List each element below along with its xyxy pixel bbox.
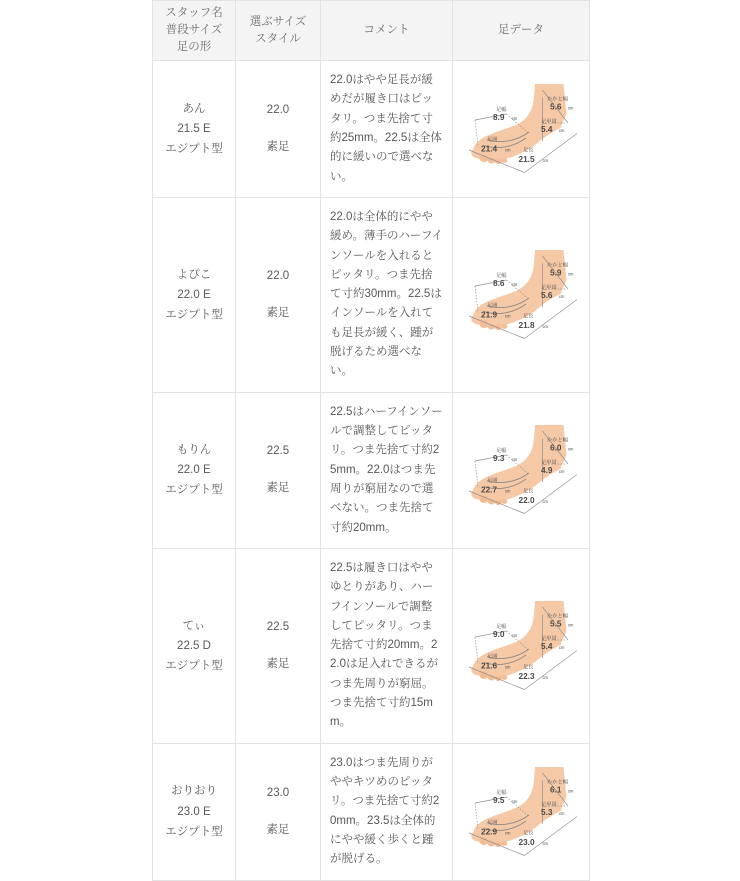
heel-width-value: 5.5 [549,619,561,629]
heel-width-unit: cm [567,105,573,111]
staff-cell [153,197,236,392]
foot-diagram [454,764,589,860]
instep-label: 足甲周 [540,801,557,808]
foot-width-value: 8.6 [492,278,504,288]
foot-diagram [454,247,589,343]
heel-width-label: かかと幅 [546,96,568,103]
length-value: 21.8 [518,320,535,330]
length-unit: cm [542,840,548,846]
chosen-size-style: 素足 [266,140,290,153]
foot-data-cell [453,197,590,392]
comment-cell: 22.0は全体的にやや緩め。薄手のハーフインソールを入れるとピッタリ。つま先捨て寸約30mm。22.5はインソールを入れても足長が緩く、踵が脱げるため選べない。 [321,197,453,392]
length-label: 足長 [522,147,533,154]
instep-value: 5.4 [540,124,552,134]
chosen-size-value: 22.5 [266,620,290,633]
table-row [153,548,590,743]
girth-label: 足囲 [486,819,497,826]
foot-width-unit: cm [511,457,517,463]
staff-foot-shape: エジプト型 [165,143,223,155]
foot-width-unit: cm [511,281,517,287]
table-row [153,392,590,548]
staff-foot-shape: エジプト型 [165,825,223,838]
column-header-staff-line-2: 普段サイズ [165,24,223,37]
foot-diagram [454,598,589,694]
staff-cell [153,392,236,548]
girth-label: 足囲 [486,478,497,485]
foot-width-label: 足幅 [495,448,506,455]
heel-width-value: 5.6 [549,102,561,112]
heel-width-label: かかと幅 [546,779,568,786]
heel-width-unit: cm [567,271,573,277]
instep-label: 足甲周 [540,460,557,467]
instep-label: 足甲周 [540,635,557,642]
foot-data-cell [453,392,590,548]
column-header-foot-data [453,1,590,61]
column-header-foot-data-line-1: 足データ [498,24,544,37]
table-row [153,743,590,880]
comment-cell: 22.5は履き口はややゆとりがあり、ハーフインソールで調整してピッタリ。つま先捨て寸約20mm。22.0は足入れできるがつま先周りが窮屈。つま先捨て寸約15mm。 [321,548,453,743]
staff-name: よぴこ [176,268,212,281]
staff-usual-size: 22.0 E [177,288,211,301]
staff-cell [153,61,236,198]
length-value: 21.5 [518,154,535,164]
length-unit: cm [542,674,548,680]
foot-illustration-icon [454,81,589,177]
column-header-comment-line-1: コメント [363,24,410,37]
heel-width-unit: cm [567,788,573,794]
instep-value: 5.6 [540,290,552,300]
foot-illustration-icon [454,247,589,343]
girth-value: 21.6 [480,661,497,671]
girth-unit: cm [504,147,510,153]
foot-width-value: 9.0 [492,629,504,639]
instep-unit: cm [558,293,564,299]
girth-value: 21.9 [480,310,497,320]
chosen-size-cell [236,61,321,198]
chosen-size-value: 23.0 [266,786,290,799]
chosen-size-cell [236,743,321,880]
heel-width-unit: cm [567,446,573,452]
staff-foot-shape: エジプト型 [165,659,223,672]
girth-value: 21.4 [480,144,497,154]
instep-value: 4.9 [540,466,552,476]
table-header [153,1,590,61]
chosen-size-cell [236,548,321,743]
girth-unit: cm [504,664,510,670]
staff-foot-shape: エジプト型 [165,484,223,497]
chosen-size-cell [236,392,321,548]
instep-value: 5.3 [540,807,552,817]
length-value: 22.3 [518,671,535,681]
girth-label: 足囲 [486,302,497,309]
column-header-comment [321,1,453,61]
chosen-size-style: 素足 [266,482,290,495]
foot-data-cell [453,743,590,880]
chosen-size-value: 22.0 [266,269,290,282]
foot-diagram [454,422,589,518]
staff-name: てぃ [182,619,206,632]
staff-usual-size: 23.0 E [177,805,211,818]
chosen-size-value: 22.0 [266,103,290,116]
length-value: 23.0 [518,837,535,847]
foot-data-cell [453,548,590,743]
table-row [153,61,590,198]
staff-name: あん [182,102,206,115]
chosen-size-style: 素足 [266,657,290,670]
staff-usual-size: 22.0 E [177,464,211,477]
foot-width-unit: cm [511,115,517,121]
instep-unit: cm [558,810,564,816]
table-body [153,61,590,881]
foot-data-cell [453,61,590,198]
foot-width-label: 足幅 [495,623,506,630]
length-label: 足長 [522,488,533,495]
foot-width-label: 足幅 [495,789,506,796]
table-header-row [153,1,590,61]
heel-width-value: 5.9 [549,268,561,278]
foot-width-label: 足幅 [495,106,506,113]
chosen-size-value: 22.5 [266,445,290,458]
chosen-size-cell [236,197,321,392]
foot-width-value: 8.9 [492,112,504,122]
staff-usual-size: 21.5 E [177,122,211,135]
girth-unit: cm [504,313,510,319]
foot-illustration-icon [454,598,589,694]
instep-unit: cm [558,469,564,475]
foot-illustration-icon [454,764,589,860]
length-value: 22.0 [518,496,535,506]
foot-width-unit: cm [511,798,517,804]
length-label: 足長 [522,830,533,837]
heel-width-label: かかと幅 [546,262,568,269]
length-label: 足長 [522,664,533,671]
girth-unit: cm [504,830,510,836]
length-unit: cm [542,499,548,505]
staff-name: おりおり [171,785,217,798]
column-header-staff [153,1,236,61]
girth-label: 足囲 [486,653,497,660]
foot-illustration-icon [454,422,589,518]
heel-width-value: 6.0 [549,443,561,453]
column-header-size-line-2: スタイル [255,32,301,45]
staff-fit-table [152,0,590,881]
instep-unit: cm [558,644,564,650]
girth-value: 22.9 [480,827,497,837]
staff-cell [153,548,236,743]
staff-foot-shape: エジプト型 [165,308,223,321]
heel-width-label: かかと幅 [546,437,568,444]
girth-unit: cm [504,488,510,494]
instep-unit: cm [558,127,564,133]
chosen-size-style: 素足 [266,823,290,836]
chosen-size-style: 素足 [266,306,290,319]
column-header-size-line-1: 選ぶサイズ [249,15,307,28]
foot-width-value: 9.3 [492,454,504,464]
comment-cell: 23.0はつま先周りがややキツめのピッタリ。つま先捨て寸約20mm。23.5は全体的にやや緩く歩くと踵が脱げる。 [321,743,453,880]
foot-width-label: 足幅 [495,272,506,279]
length-unit: cm [542,323,548,329]
column-header-staff-line-1: スタッフ名 [165,7,223,20]
staff-usual-size: 22.5 D [177,639,211,652]
staff-name: もりん [176,444,212,457]
instep-label: 足甲周 [540,284,557,291]
foot-width-unit: cm [511,632,517,638]
girth-label: 足囲 [486,136,497,143]
instep-value: 5.4 [540,641,552,651]
comment-cell: 22.5はハーフインソールで調整してピッタリ。つま先捨て寸約25mm。22.0はつま先周りが窮屈なので選べない。つま先捨て寸約20mm。 [321,392,453,548]
heel-width-unit: cm [567,622,573,628]
foot-width-value: 9.5 [492,795,504,805]
length-unit: cm [542,157,548,163]
foot-diagram [454,81,589,177]
girth-value: 22.7 [480,485,497,495]
instep-label: 足甲周 [540,118,557,125]
table-row [153,197,590,392]
column-header-size [236,1,321,61]
staff-cell [153,743,236,880]
heel-width-label: かかと幅 [546,613,568,620]
heel-width-value: 6.1 [549,785,561,795]
column-header-staff-line-3: 足の形 [176,40,212,53]
length-label: 足長 [522,313,533,320]
comment-cell: 22.0はやや足長が緩めだが履き口はピッタリ。つま先捨て寸約25mm。22.5は全体的に緩いので選べない。 [321,61,453,198]
